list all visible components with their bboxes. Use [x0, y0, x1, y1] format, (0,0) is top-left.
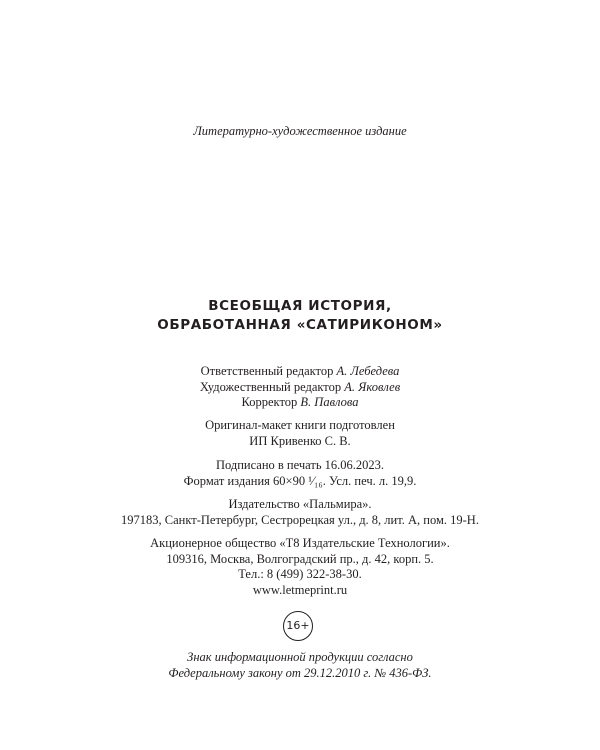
- print-format: Формат издания 60×90 ¹⁄₁₆. Усл. печ. л. 19,9.: [183, 473, 417, 488]
- publisher-address: 197183, Санкт-Петербург, Сестрорецкая ул., д. 8, лит. А, пом. 19-Н.: [121, 512, 479, 527]
- book-title: [0, 297, 600, 335]
- credits-block: [0, 364, 600, 411]
- art-editor: [0, 380, 600, 396]
- printer-phone: Тел.: 8 (499) 322-38-30.: [238, 567, 362, 581]
- publisher-name: Издательство «Пальмира».: [228, 497, 372, 511]
- age-rating-notice: [0, 650, 600, 681]
- art-editor-label: Художественный редактор: [199, 379, 342, 394]
- proofreader: [0, 395, 600, 411]
- printer-name: Акционерное общество «Т8 Издательские Технологии».: [150, 536, 450, 550]
- layout-line-1: Оригинал-макет книги подготовлен: [205, 418, 395, 432]
- print-date: Подписано в печать 16.06.2023.: [215, 458, 385, 472]
- book-title-line-2: ОБРАБОТАННАЯ «САТИРИКОНОМ»: [157, 317, 443, 333]
- printer-block: [0, 536, 600, 598]
- edition-type: Литературно-художественное издание: [193, 124, 407, 138]
- printer-address: 109316, Москва, Волгоградский пр., д. 42, корп. 5.: [166, 551, 434, 566]
- responsible-editor-label: Ответственный редактор: [200, 364, 334, 378]
- layout-block: [0, 418, 600, 449]
- publisher-block: [0, 497, 600, 528]
- notice-line-1: Знак информационной продукции согласно: [187, 650, 413, 664]
- responsible-editor-name: А. Лебедева: [336, 364, 400, 378]
- notice-line-2: Федеральному закону от 29.12.2010 г. № 436-ФЗ.: [168, 665, 432, 680]
- printer-website: www.letmeprint.ru: [252, 582, 348, 597]
- proofreader-name: В. Павлова: [300, 395, 359, 409]
- proofreader-label: Корректор: [241, 395, 298, 409]
- book-title-line-1: ВСЕОБЩАЯ ИСТОРИЯ,: [208, 298, 392, 314]
- responsible-editor: [0, 364, 600, 380]
- art-editor-name: А. Яковлев: [344, 379, 401, 394]
- layout-line-2: ИП Кривенко С. В.: [249, 433, 351, 448]
- age-rating-badge: 16+: [283, 611, 313, 641]
- print-info-block: [0, 458, 600, 489]
